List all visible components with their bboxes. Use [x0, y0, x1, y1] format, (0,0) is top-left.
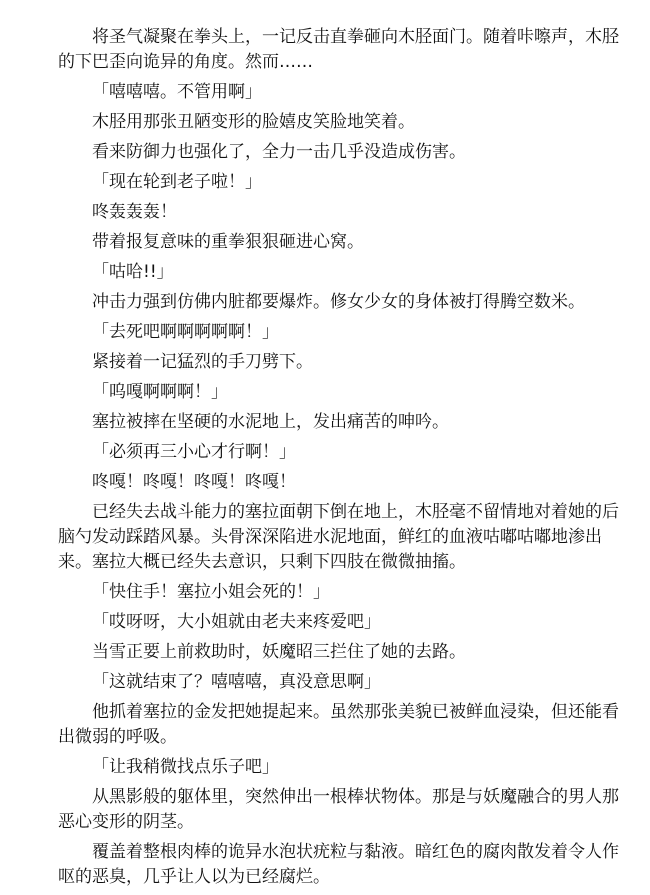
dialogue-line: 「快住手！塞拉小姐会死的！」	[92, 582, 330, 602]
paragraph: 塞拉被摔在坚硬的水泥地上，发出痛苦的呻吟。	[92, 412, 449, 432]
paragraph: 木胫用那张丑陋变形的脸嬉皮笑脸地笑着。	[92, 112, 415, 132]
paragraph: 紧接着一记猛烈的手刀劈下。	[92, 352, 313, 372]
dialogue-line: 「去死吧啊啊啊啊啊！」	[92, 322, 279, 342]
paragraph: 从黑影般的躯体里，突然伸出一根棒状物体。那是与妖魔融合的男人那恶心变形的阴茎。	[58, 787, 619, 832]
paragraph: 看来防御力也强化了，全力一击几乎没造成伤害。	[92, 142, 466, 162]
novel-page	[58, 25, 630, 895]
paragraph: 将圣气凝聚在拳头上，一记反击直拳砸向木胫面门。随着咔嚓声，木胫的下巴歪向诡异的角度。然而……	[58, 27, 619, 72]
paragraph: 他抓着塞拉的金发把她提起来。虽然那张美貌已被鲜血浸染，但还能看出微弱的呼吸。	[58, 702, 619, 747]
dialogue-line: 「让我稍微找点乐子吧」	[92, 757, 279, 777]
dialogue-line: 「呜嘎啊啊啊！」	[92, 382, 228, 402]
dialogue-line: 「哎呀呀，大小姐就由老夫来疼爱吧」	[92, 612, 381, 632]
paragraph: 当雪正要上前救助时，妖魔昭三拦住了她的去路。	[92, 642, 466, 662]
dialogue-line: 「咕哈!!」	[92, 262, 174, 282]
sound-effect: 咚嘎！咚嘎！咚嘎！咚嘎！	[92, 472, 296, 492]
sound-effect: 咚轰轰轰！	[92, 202, 177, 222]
dialogue-line: 「现在轮到老子啦！」	[92, 172, 262, 192]
paragraph: 带着报复意味的重拳狠狠砸进心窝。	[92, 232, 364, 252]
dialogue-line: 「必须再三小心才行啊！」	[92, 442, 296, 462]
dialogue-line: 「这就结束了？嘻嘻嘻，真没意思啊」	[92, 672, 381, 692]
paragraph: 覆盖着整根肉棒的诡异水泡状疣粒与黏液。暗红色的腐肉散发着令人作呕的恶臭，几乎让人以为已经腐烂。	[58, 842, 619, 887]
paragraph: 冲击力强到仿佛内脏都要爆炸。修女少女的身体被打得腾空数米。	[92, 292, 585, 312]
dialogue-line: 「嘻嘻嘻。不管用啊」	[92, 82, 262, 102]
paragraph: 已经失去战斗能力的塞拉面朝下倒在地上，木胫毫不留情地对着她的后脑勺发动踩踏风暴。头骨深深陷进水泥地面，鲜红的血液咕嘟咕嘟地渗出来。塞拉大概已经失去意识，只剩下四肢在微微抽搐。	[58, 502, 619, 572]
